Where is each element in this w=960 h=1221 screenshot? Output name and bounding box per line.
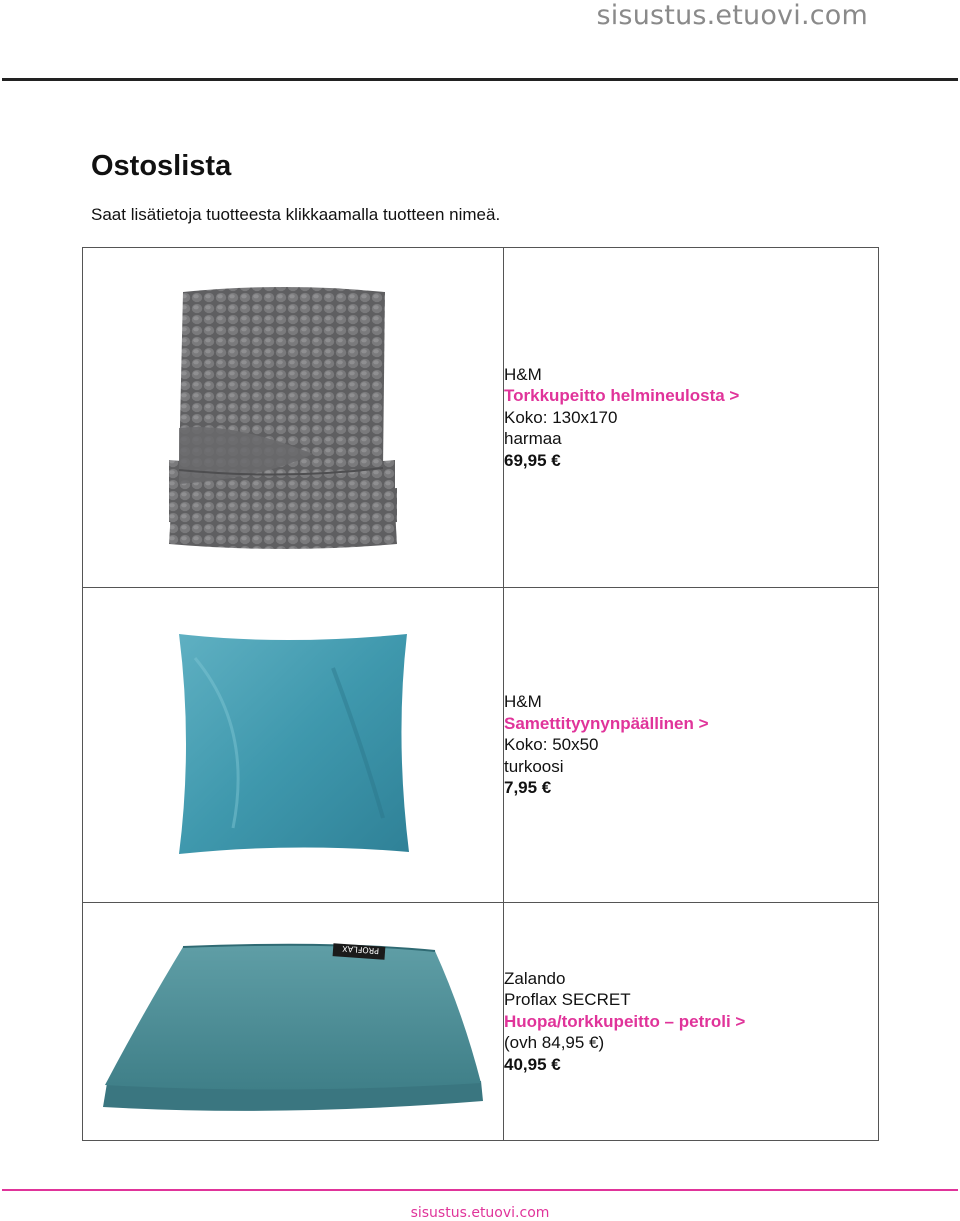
grey-knit-throw-image[interactable] <box>83 248 503 587</box>
intro-text: Saat lisätietoja tuotteesta klikkaamalla tuotteen nimeä. <box>91 205 501 224</box>
turquoise-cushion-image[interactable] <box>83 588 503 902</box>
product-price: 7,95 € <box>504 778 552 798</box>
product-image-cell <box>83 903 504 1141</box>
site-logo: sisustus.etuovi.com <box>596 0 868 31</box>
product-price: 40,95 € <box>504 1054 561 1074</box>
product-color: turkoosi <box>504 756 564 776</box>
product-link[interactable]: Torkkupeitto helmineulosta > <box>504 386 740 406</box>
product-row <box>83 903 879 1141</box>
product-original-price: (ovh 84,95 €) <box>504 1033 605 1053</box>
footer-divider <box>2 1189 958 1191</box>
product-brand: H&M <box>504 692 542 712</box>
product-link[interactable]: Huopa/torkkupeitto – petroli > <box>504 1011 746 1031</box>
blanket-label-text: PROFLAX <box>341 943 380 956</box>
product-table <box>82 247 879 1141</box>
product-price: 69,95 € <box>504 450 561 470</box>
petrol-blanket-image[interactable] <box>83 903 503 1140</box>
product-brand: Zalando <box>504 968 566 988</box>
product-image-cell <box>83 588 504 903</box>
product-link[interactable]: Samettityynynpäällinen > <box>504 713 709 733</box>
product-info-cell <box>504 903 879 1141</box>
product-size: Koko: 130x170 <box>504 407 618 427</box>
product-color: harmaa <box>504 429 562 449</box>
product-info-cell <box>504 248 879 588</box>
page-title: Ostoslista <box>91 150 232 182</box>
product-image-cell <box>83 248 504 588</box>
product-info-cell <box>504 588 879 903</box>
footer-site-link[interactable]: sisustus.etuovi.com <box>410 1205 550 1221</box>
product-brand: H&M <box>504 364 542 384</box>
product-row <box>83 248 879 588</box>
header-divider <box>2 78 958 81</box>
product-size: Koko: 50x50 <box>504 735 599 755</box>
product-row <box>83 588 879 903</box>
product-subbrand: Proflax SECRET <box>504 990 631 1010</box>
